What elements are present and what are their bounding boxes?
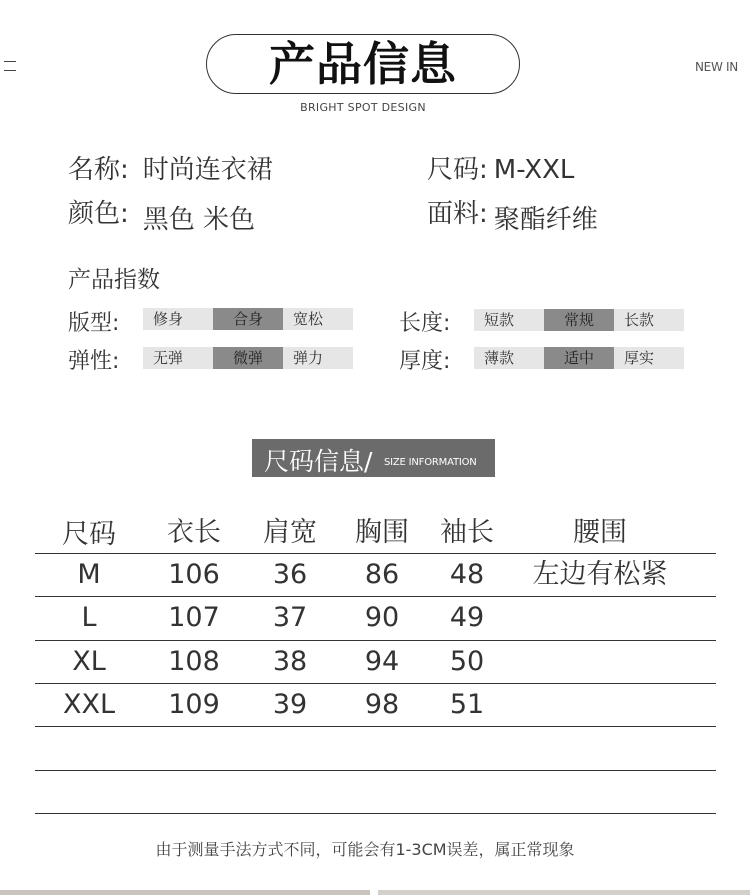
info-size-label: 尺码:: [427, 155, 488, 185]
table-header-row: [35, 512, 716, 554]
table-cell: XL: [72, 646, 106, 677]
table-cell: 108: [168, 646, 220, 677]
info-name-value: 时尚连衣裙: [142, 155, 273, 185]
table-cell: 38: [272, 646, 308, 677]
segment-option: 无弹: [143, 347, 213, 369]
indicators-title: 产品指数: [68, 267, 160, 293]
measurement-footnote: 由于测量手法方式不同，可能会有1-3CM误差，属正常现象: [155, 840, 575, 859]
table-cell: 107: [168, 602, 220, 633]
table-divider: [35, 813, 716, 814]
table-header-cell: 胸围: [355, 517, 409, 548]
table-header-cell: 衣长: [167, 517, 221, 548]
table-divider: [35, 726, 716, 727]
indicator-thickness: [474, 347, 684, 369]
table-cell: 90: [364, 602, 400, 633]
table-divider: [35, 553, 716, 554]
table-cell: 36: [272, 559, 308, 590]
indicator-label-thickness: 厚度:: [399, 349, 451, 374]
bottom-image-edge: [0, 890, 370, 895]
segment-option-selected: 合身: [213, 308, 283, 330]
info-size: [427, 149, 574, 186]
info-fabric-value: 聚酯纤维: [493, 205, 598, 235]
indicator-label-fit: 版型:: [68, 311, 120, 336]
segment-option: 短款: [474, 309, 544, 331]
table-row: [35, 684, 716, 726]
table-header-cell: 尺码: [62, 519, 116, 550]
table-cell: 37: [272, 602, 308, 633]
table-header-cell: 袖长: [440, 517, 494, 548]
info-color-value: 黑色 米色: [142, 205, 256, 235]
page-title: 产品信息: [269, 37, 457, 91]
table-cell: 109: [168, 689, 220, 720]
bottom-image-edge: [378, 890, 750, 895]
segment-option: 长款: [614, 309, 684, 331]
info-color-label: 颜色:: [68, 199, 129, 229]
table-header-cell: 腰围: [573, 517, 627, 548]
table-cell: 98: [364, 689, 400, 720]
table-row: [35, 641, 716, 683]
table-cell: 51: [449, 689, 485, 720]
size-info-banner: [252, 439, 495, 477]
indicator-elasticity: [143, 347, 353, 369]
indicator-fit: [143, 308, 353, 330]
segment-option: 弹力: [283, 347, 353, 369]
table-header-cell: 肩宽: [263, 517, 317, 548]
info-name: [68, 149, 273, 186]
table-cell: 49: [449, 602, 485, 633]
table-cell: 48: [449, 559, 485, 590]
segment-option-selected: 适中: [544, 347, 614, 369]
table-cell: 50: [449, 646, 485, 677]
table-divider: [35, 683, 716, 684]
info-fabric-label: 面料:: [427, 199, 488, 229]
table-cell: M: [77, 559, 101, 590]
size-banner-subtitle: SIZE INFORMATION: [384, 457, 477, 468]
page-subtitle: BRIGHT SPOT DESIGN: [300, 101, 426, 114]
segment-option-selected: 微弹: [213, 347, 283, 369]
table-cell: 86: [364, 559, 400, 590]
table-cell: 左边有松紧: [532, 559, 668, 590]
table-row: [35, 597, 716, 639]
segment-option: 宽松: [283, 308, 353, 330]
segment-option-selected: 常规: [544, 309, 614, 331]
table-divider: [35, 596, 716, 597]
table-cell: 39: [272, 689, 308, 720]
table-cell: 106: [168, 559, 220, 590]
table-cell: XXL: [62, 689, 116, 720]
table-divider: [35, 640, 716, 641]
table-row: [35, 554, 716, 596]
info-name-label: 名称:: [68, 155, 129, 185]
segment-option: 厚实: [614, 347, 684, 369]
info-color: [68, 193, 256, 235]
table-divider: [35, 770, 716, 771]
menu-icon[interactable]: [4, 61, 16, 73]
segment-option: 薄款: [474, 347, 544, 369]
table-cell: L: [81, 602, 97, 633]
segment-option: 修身: [143, 308, 213, 330]
info-size-value: M-XXL: [493, 155, 575, 185]
size-banner-title: 尺码信息/: [264, 447, 373, 476]
indicator-label-length: 长度:: [399, 311, 451, 336]
info-fabric: [427, 193, 598, 235]
table-cell: 94: [364, 646, 400, 677]
indicator-length: [474, 309, 684, 331]
new-in-tag: NEW IN: [695, 60, 738, 74]
indicator-label-elasticity: 弹性:: [68, 349, 120, 374]
